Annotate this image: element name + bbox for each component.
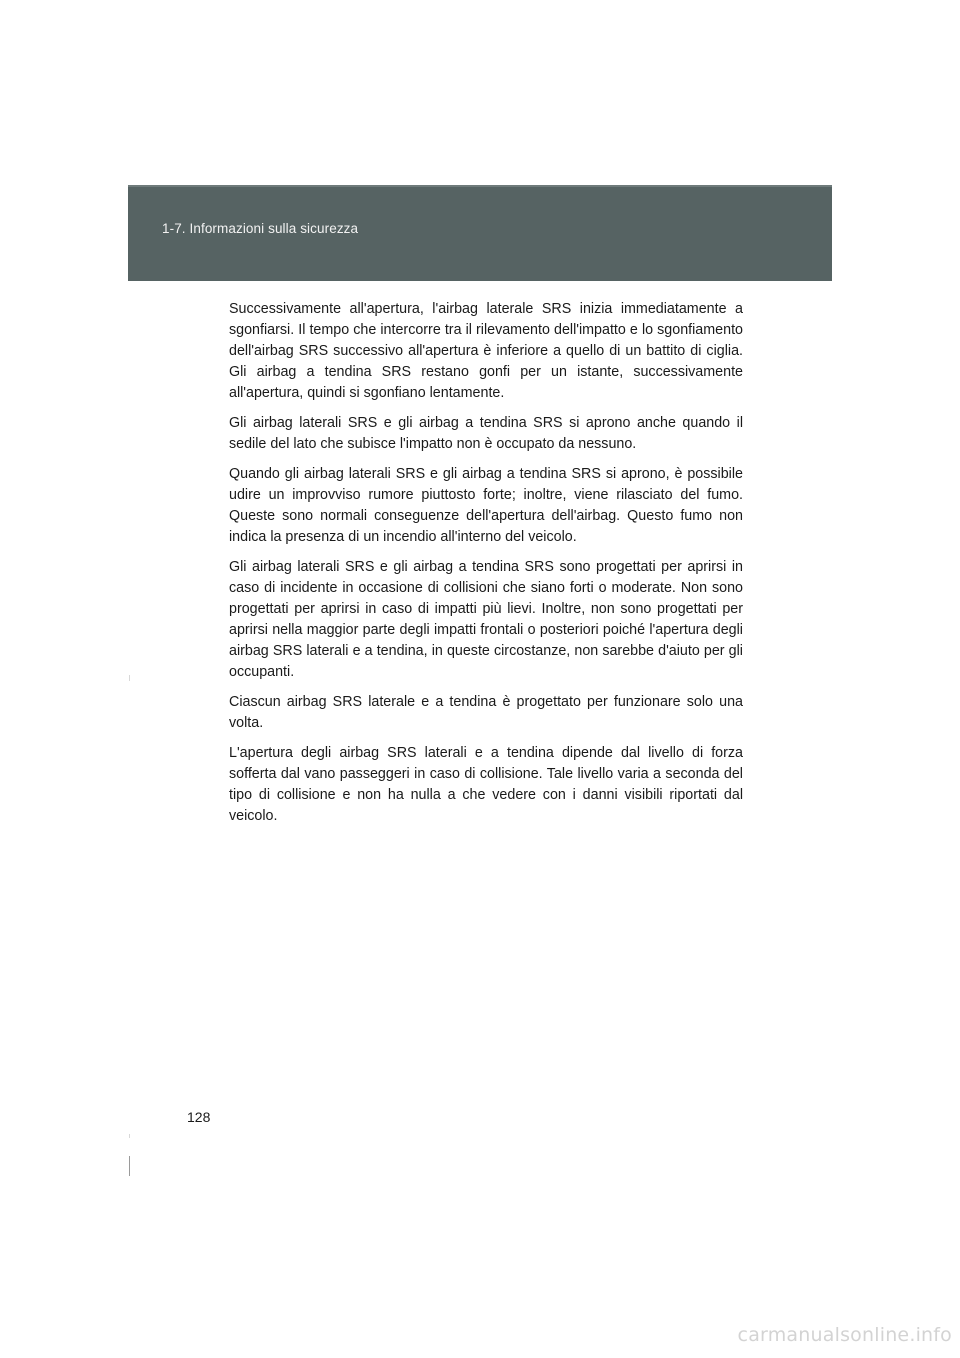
paragraph: Quando gli airbag laterali SRS e gli airbag a tendina SRS si aprono, è possibile udire un improvviso rumore piuttosto forte; inoltre, viene rilasciato del fumo. Queste sono normali conseguenze dell'apertura dell'airbag. Questo fumo non indica la presenza di un incendio all'interno del veicolo. bbox=[229, 466, 743, 545]
paragraph: Gli airbag laterali SRS e gli airbag a tendina SRS sono progettati per aprirsi in caso di incidente in occasione di collisioni che siano forti o moderate. Non sono progettati per aprirsi in caso di impatti più lievi. Inoltre, non sono progettati per aprirsi nella maggior parte degli impatti frontali o posteriori poiché l'apertura degli airbag SRS laterali e a tendina, in queste circostanze, non sarebbe d'aiuto per gli occupanti. bbox=[229, 559, 743, 680]
margin-mark bbox=[129, 675, 130, 681]
margin-mark bbox=[129, 1156, 130, 1176]
paragraph: Ciascun airbag SRS laterale e a tendina è progettato per funzionare solo una volta. bbox=[229, 694, 743, 731]
watermark: carmanualsonline.info bbox=[737, 1324, 952, 1346]
section-title: 1-7. Informazioni sulla sicurezza bbox=[162, 221, 359, 236]
header-top-line bbox=[128, 185, 832, 187]
margin-mark bbox=[129, 1134, 130, 1138]
paragraph: Successivamente all'apertura, l'airbag laterale SRS inizia immediatamente a sgonfiarsi. Il tempo che intercorre tra il rilevamento dell'impatto e lo sgonfiamento dell'airbag SRS successivo all'apertura è inferiore a quello di un battito di ciglia. Gli airbag a tendina SRS restano gonfi per un istante, successivamente all'apertura, quindi si sgonfiano lentamente. bbox=[229, 301, 743, 401]
paragraph: L'apertura degli airbag SRS laterali e a tendina dipende dal livello di forza sofferta dal vano passeggeri in caso di collisione. Tale livello varia a seconda del tipo di collisione e non ha nulla a che vedere con i danni visibili riportati dal veicolo. bbox=[229, 745, 743, 824]
paragraph: Gli airbag laterali SRS e gli airbag a tendina SRS si aprono anche quando il sedile del lato che subisce l'impatto non è occupato da nessuno. bbox=[229, 415, 743, 452]
page-number: 128 bbox=[187, 1109, 211, 1125]
section-header-band bbox=[128, 185, 832, 281]
body-text bbox=[229, 299, 743, 836]
